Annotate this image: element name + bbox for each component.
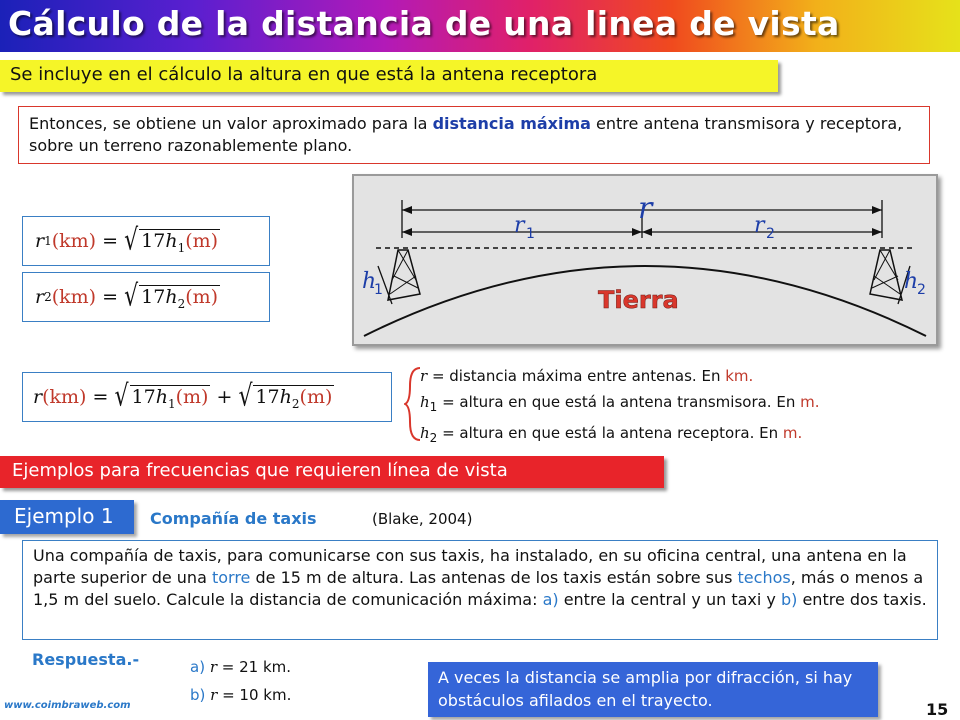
formula-plus: + [216, 386, 233, 408]
formula-r-coef2: 17 [255, 385, 280, 408]
label-h2: h [904, 269, 919, 294]
label-r2: r [754, 213, 765, 238]
legend [420, 363, 819, 451]
legend-unit: m. [782, 424, 803, 442]
answer-var: r [209, 658, 217, 676]
answer-value: = 10 km. [217, 686, 292, 704]
label-h1-sub: 1 [374, 282, 383, 298]
formula-r-var1: h [155, 385, 168, 408]
legend-unit: km. [725, 367, 754, 385]
legend-sym: h [420, 424, 430, 442]
answer-letter: b) [190, 686, 206, 704]
label-h1: h [362, 269, 377, 294]
problem-letter-a: a) [542, 590, 559, 609]
answer-a [190, 653, 291, 681]
examples-banner-text: Ejemplos para frecuencias que requieren línea de vista [12, 460, 508, 481]
label-h2-sub: 2 [917, 282, 926, 298]
intro-text: Entonces, se obtiene un valor aproximado para la [29, 114, 433, 133]
arrow-head-icon [872, 206, 882, 214]
problem-text: , más o menos a 1,5 m del suelo. Calcule la distancia de comunicación máxima: [33, 568, 924, 609]
legend-text: = altura en que está la antena transmisora. En [437, 393, 801, 411]
formula-r2-lhs: r [35, 286, 45, 308]
page-number: 15 [926, 700, 949, 719]
sqrt-symbol: √ $17h_1(m)$ [114, 379, 209, 413]
arrow-head-icon [632, 228, 642, 236]
legend-sym: h [420, 393, 430, 411]
website-link[interactable]: www.coimbraweb.com [4, 700, 131, 711]
answer-b [190, 681, 291, 709]
legend-sym: r [420, 367, 428, 385]
problem-text: entre dos taxis. [797, 590, 927, 609]
formula-r-eq: = [92, 386, 109, 408]
example-title: Compañía de taxis [150, 509, 317, 528]
page-title: Cálculo de la distancia de una linea de vista [8, 4, 840, 43]
formula-r1-unit: (km) [51, 230, 97, 252]
formula-r-vunit2: (m) [299, 385, 333, 408]
formula-r2-unit: (km) [51, 286, 97, 308]
label-r1-sub: 1 [526, 226, 535, 242]
legend-sub: 2 [429, 431, 438, 445]
sqrt-symbol: √ $17h_1(m)$ [124, 223, 219, 257]
formula-r1-lhs: r [35, 230, 45, 252]
arrow-head-icon [402, 228, 412, 236]
problem-text: de 15 m de altura. Las antenas de los taxis están sobre sus [250, 568, 738, 587]
answer-label: Respuesta.- [32, 650, 140, 669]
formula-r2-vunit: (m) [185, 285, 219, 308]
answer-list [190, 653, 291, 709]
subtitle-text: Se incluye en el cálculo la altura en que está la antena receptora [10, 64, 598, 85]
label-r: r [638, 191, 653, 226]
formula-r1-coef: 17 [141, 229, 166, 252]
formula-r1-eq: = [102, 230, 119, 252]
formula-r-sub2: 2 [291, 396, 300, 411]
formula-r-vunit1: (m) [175, 385, 209, 408]
legend-sub: 1 [429, 400, 438, 414]
intro-text-box [18, 106, 930, 164]
formula-r2 [22, 272, 270, 322]
example-reference: (Blake, 2004) [372, 510, 473, 528]
problem-text: entre la central y un taxi y [558, 590, 781, 609]
formula-r2-sub: 2 [44, 290, 52, 304]
formula-r-var2: h [279, 385, 292, 408]
intro-highlight: distancia máxima [432, 114, 591, 133]
formula-r-unit: (km) [42, 386, 87, 408]
subtitle-banner [0, 60, 778, 92]
answer-value: = 21 km. [217, 658, 292, 676]
arrow-head-icon [872, 228, 882, 236]
arrow-head-icon [402, 206, 412, 214]
note-box: A veces la distancia se amplia por difracción, si hay obstáculos afilados en el trayecto. [428, 662, 878, 717]
answer-var: r [210, 686, 218, 704]
problem-text: Una compañía de taxis, para comunicarse con sus taxis, ha instalado, en su oficina central, una antena en la parte superior de una [33, 546, 907, 587]
problem-highlight-techos: techos [737, 568, 791, 587]
earth-label: Tierra [598, 286, 679, 314]
sqrt-symbol: √ $17h_2(m)$ [238, 379, 333, 413]
formula-r-coef1: 17 [131, 385, 156, 408]
legend-text: = distancia máxima entre antenas. En [427, 367, 726, 385]
example-tag: Ejemplo 1 [0, 500, 134, 534]
arrow-head-icon [642, 228, 652, 236]
formula-r-lhs: r [33, 386, 43, 408]
diagram-svg [354, 176, 936, 344]
formula-r1-sub: 1 [44, 234, 52, 248]
answer-letter: a) [190, 658, 206, 676]
formula-r2-var: h [165, 285, 178, 308]
legend-unit: m. [800, 393, 820, 411]
problem-box [22, 540, 938, 640]
label-r2-sub: 2 [766, 226, 775, 242]
formula-r-sub1: 1 [167, 396, 176, 411]
problem-highlight-torre: torre [211, 568, 251, 587]
title-bar [0, 0, 960, 52]
formula-r2-coef: 17 [141, 285, 166, 308]
problem-letter-b: b) [780, 590, 798, 609]
tower-right-icon [870, 250, 902, 300]
legend-row-h1 [420, 389, 819, 420]
tower-left-icon [388, 250, 420, 300]
legend-text: = altura en que está la antena receptora. En [437, 424, 783, 442]
formula-r1-vsub: 1 [177, 240, 186, 255]
examples-banner [0, 456, 664, 488]
label-r1: r [514, 213, 525, 238]
line-of-sight-diagram [352, 174, 938, 346]
formula-r-total [22, 372, 392, 422]
formula-r1-vunit: (m) [185, 229, 219, 252]
formula-r1-var: h [165, 229, 178, 252]
formula-r1 [22, 216, 270, 266]
legend-row-r [420, 363, 819, 389]
formula-r2-eq: = [102, 286, 119, 308]
intro-text-end: entre antena transmisora y receptora, sobre un terreno razonablemente plano. [29, 114, 903, 155]
sqrt-symbol: √ $17h_2(m)$ [124, 279, 219, 313]
formula-r2-vsub: 2 [177, 296, 186, 311]
legend-row-h2 [420, 420, 819, 451]
